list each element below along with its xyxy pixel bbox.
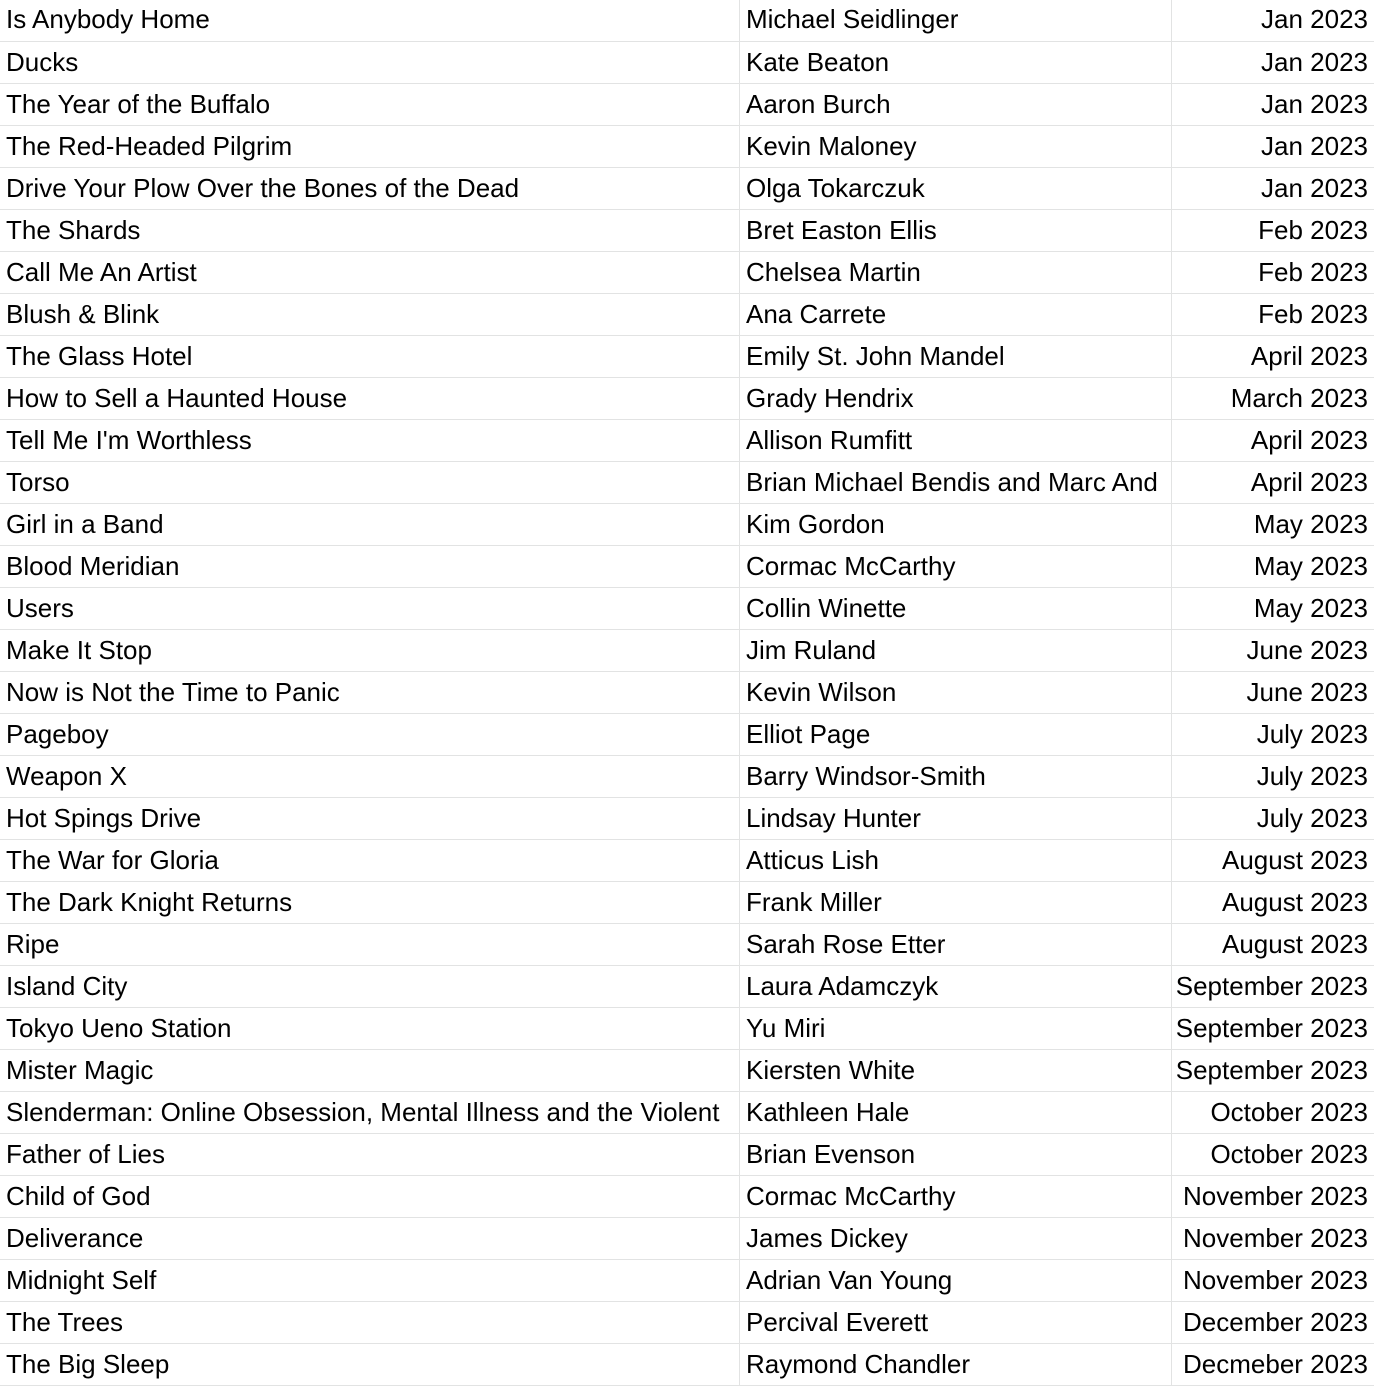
cell-author[interactable]: Jim Ruland — [740, 630, 1172, 671]
table-row — [0, 1302, 1374, 1344]
table-row — [0, 714, 1374, 756]
cell-date[interactable]: April 2023 — [1250, 425, 1368, 455]
cell-author[interactable]: James Dickey — [740, 1218, 1172, 1259]
table-row — [0, 840, 1374, 882]
cell-author[interactable]: Kevin Maloney — [740, 126, 1172, 167]
cell-author[interactable]: Atticus Lish — [740, 840, 1172, 881]
cell-author[interactable]: Yu Miri — [740, 1008, 1172, 1049]
table-row — [0, 588, 1374, 630]
cell-author[interactable]: Adrian Van Young — [740, 1260, 1172, 1301]
cell-author[interactable]: Bret Easton Ellis — [740, 210, 1172, 251]
cell-author[interactable]: Brian Evenson — [740, 1134, 1172, 1175]
cell-date[interactable]: May 2023 — [1253, 509, 1368, 539]
cell-title[interactable]: Deliverance — [0, 1218, 740, 1259]
cell-title[interactable]: Island City — [0, 966, 740, 1007]
cell-date[interactable]: April 2023 — [1250, 341, 1368, 371]
cell-title[interactable]: The Trees — [0, 1302, 740, 1343]
cell-author[interactable]: Elliot Page — [740, 714, 1172, 755]
cell-title[interactable]: The Glass Hotel — [0, 336, 740, 377]
table-row — [0, 1134, 1374, 1176]
cell-author[interactable]: Laura Adamczyk — [740, 966, 1172, 1007]
cell-author[interactable]: Allison Rumfitt — [740, 420, 1172, 461]
cell-author[interactable]: Kathleen Hale — [740, 1092, 1172, 1133]
cell-title[interactable]: How to Sell a Haunted House — [0, 378, 740, 419]
table-row — [0, 462, 1374, 504]
cell-title[interactable]: The Red-Headed Pilgrim — [0, 126, 740, 167]
cell-date[interactable]: November 2023 — [1183, 1265, 1368, 1295]
cell-date[interactable]: August 2023 — [1221, 887, 1368, 917]
cell-title[interactable]: Is Anybody Home — [0, 0, 740, 41]
cell-title[interactable]: The Dark Knight Returns — [0, 882, 740, 923]
cell-date[interactable]: May 2023 — [1253, 551, 1368, 581]
cell-date[interactable]: October 2023 — [1210, 1097, 1368, 1127]
cell-title[interactable]: Now is Not the Time to Panic — [0, 672, 740, 713]
cell-title[interactable]: The War for Gloria — [0, 840, 740, 881]
cell-title[interactable]: Ripe — [0, 924, 740, 965]
cell-date[interactable]: Feb 2023 — [1258, 215, 1368, 245]
cell-date[interactable]: November 2023 — [1183, 1181, 1368, 1211]
cell-author[interactable]: Emily St. John Mandel — [740, 336, 1172, 377]
cell-author[interactable]: Michael Seidlinger — [740, 0, 1172, 41]
table-row — [0, 882, 1374, 924]
cell-date[interactable]: May 2023 — [1253, 593, 1368, 623]
cell-author[interactable]: Percival Everett — [740, 1302, 1172, 1343]
table-row — [0, 630, 1374, 672]
cell-author[interactable]: Ana Carrete — [740, 294, 1172, 335]
table-row — [0, 504, 1374, 546]
cell-title[interactable]: Ducks — [0, 42, 740, 83]
cell-title[interactable]: Make It Stop — [0, 630, 740, 671]
cell-author[interactable]: Brian Michael Bendis and Marc And — [740, 462, 1172, 503]
table-row — [0, 672, 1374, 714]
cell-title[interactable]: Pageboy — [0, 714, 740, 755]
cell-title[interactable]: Midnight Self — [0, 1260, 740, 1301]
table-row — [0, 798, 1374, 840]
cell-date[interactable]: October 2023 — [1210, 1139, 1368, 1169]
table-row — [0, 1008, 1374, 1050]
cell-author[interactable]: Sarah Rose Etter — [740, 924, 1172, 965]
cell-title[interactable]: Blush & Blink — [0, 294, 740, 335]
cell-title[interactable]: Slenderman: Online Obsession, Mental Illness and the Violent — [0, 1092, 740, 1133]
cell-date[interactable]: Jan 2023 — [1261, 47, 1368, 77]
table-row — [0, 1218, 1374, 1260]
table-row — [0, 756, 1374, 798]
cell-title[interactable]: Weapon X — [0, 756, 740, 797]
cell-author[interactable]: Cormac McCarthy — [740, 546, 1172, 587]
cell-author[interactable]: Raymond Chandler — [740, 1344, 1172, 1385]
cell-date[interactable]: June 2023 — [1246, 635, 1368, 665]
cell-title[interactable]: Tell Me I'm Worthless — [0, 420, 740, 461]
cell-title[interactable]: Blood Meridian — [0, 546, 740, 587]
cell-date[interactable]: July 2023 — [1256, 719, 1368, 749]
cell-author[interactable]: Cormac McCarthy — [740, 1176, 1172, 1217]
cell-date[interactable]: August 2023 — [1221, 845, 1368, 875]
cell-author[interactable]: Olga Tokarczuk — [740, 168, 1172, 209]
cell-date[interactable]: September 2023 — [1175, 971, 1368, 1001]
table-row — [0, 1176, 1374, 1218]
cell-title[interactable]: Call Me An Artist — [0, 252, 740, 293]
cell-title[interactable]: Tokyo Ueno Station — [0, 1008, 740, 1049]
table-row — [0, 252, 1374, 294]
table-row — [0, 126, 1374, 168]
table-row — [0, 1092, 1374, 1134]
table-row — [0, 294, 1374, 336]
cell-title[interactable]: Torso — [0, 462, 740, 503]
cell-author[interactable]: Collin Winette — [740, 588, 1172, 629]
cell-date[interactable]: Jan 2023 — [1261, 4, 1368, 34]
cell-author[interactable]: Grady Hendrix — [740, 378, 1172, 419]
cell-author[interactable]: Frank Miller — [740, 882, 1172, 923]
cell-date[interactable]: Feb 2023 — [1258, 299, 1368, 329]
cell-title[interactable]: The Year of the Buffalo — [0, 84, 740, 125]
table-row — [0, 210, 1374, 252]
table-row — [0, 1260, 1374, 1302]
table-row — [0, 84, 1374, 126]
cell-date[interactable]: Jan 2023 — [1261, 89, 1368, 119]
cell-author[interactable]: Aaron Burch — [740, 84, 1172, 125]
cell-title[interactable]: Users — [0, 588, 740, 629]
table-row — [0, 546, 1374, 588]
table-row — [0, 42, 1374, 84]
table-row — [0, 420, 1374, 462]
cell-date[interactable]: July 2023 — [1256, 803, 1368, 833]
cell-date[interactable]: June 2023 — [1246, 677, 1368, 707]
cell-date[interactable]: September 2023 — [1175, 1013, 1368, 1043]
cell-date[interactable]: Jan 2023 — [1261, 131, 1368, 161]
cell-title[interactable]: The Big Sleep — [0, 1344, 740, 1385]
cell-author[interactable]: Barry Windsor-Smith — [740, 756, 1172, 797]
cell-date[interactable]: September 2023 — [1175, 1055, 1368, 1085]
table-row — [0, 336, 1374, 378]
table-row — [0, 1050, 1374, 1092]
cell-title[interactable]: Child of God — [0, 1176, 740, 1217]
cell-author[interactable]: Kiersten White — [740, 1050, 1172, 1091]
cell-date[interactable]: December 2023 — [1183, 1307, 1368, 1337]
cell-author[interactable]: Kim Gordon — [740, 504, 1172, 545]
cell-date[interactable]: Jan 2023 — [1261, 173, 1368, 203]
cell-date[interactable]: August 2023 — [1221, 929, 1368, 959]
cell-date[interactable]: April 2023 — [1250, 467, 1368, 497]
cell-date[interactable]: Feb 2023 — [1258, 257, 1368, 287]
cell-date[interactable]: November 2023 — [1183, 1223, 1368, 1253]
table-row — [0, 378, 1374, 420]
cell-title[interactable]: Hot Spings Drive — [0, 798, 740, 839]
cell-author[interactable]: Kevin Wilson — [740, 672, 1172, 713]
cell-author[interactable]: Lindsay Hunter — [740, 798, 1172, 839]
cell-date[interactable]: July 2023 — [1256, 761, 1368, 791]
cell-author[interactable]: Chelsea Martin — [740, 252, 1172, 293]
cell-title[interactable]: Father of Lies — [0, 1134, 740, 1175]
table-row — [0, 168, 1374, 210]
cell-title[interactable]: Mister Magic — [0, 1050, 740, 1091]
table-row — [0, 966, 1374, 1008]
cell-title[interactable]: Girl in a Band — [0, 504, 740, 545]
table-row — [0, 924, 1374, 966]
cell-date[interactable]: March 2023 — [1230, 383, 1368, 413]
cell-title[interactable]: Drive Your Plow Over the Bones of the Dead — [0, 168, 740, 209]
cell-date[interactable]: Decmeber 2023 — [1183, 1349, 1368, 1379]
cell-author[interactable]: Kate Beaton — [740, 42, 1172, 83]
cell-title[interactable]: The Shards — [0, 210, 740, 251]
table-row — [0, 1344, 1374, 1386]
table-row — [0, 0, 1374, 42]
